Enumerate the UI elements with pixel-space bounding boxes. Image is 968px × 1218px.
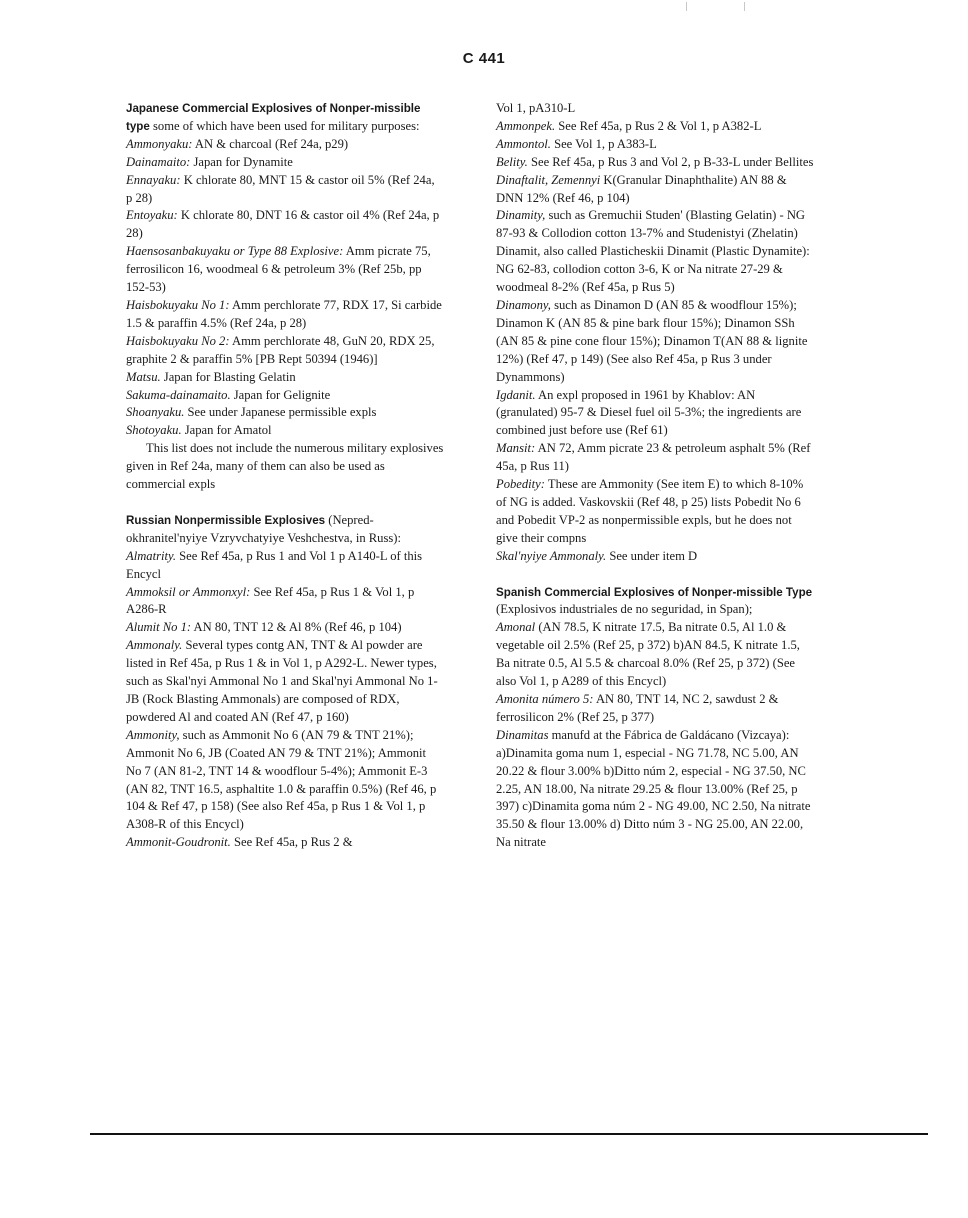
entry xyxy=(126,422,444,440)
entry-term: Mansit: xyxy=(496,441,536,456)
entry-term: Matsu. xyxy=(126,369,161,384)
entry xyxy=(496,154,816,172)
entry xyxy=(496,118,816,136)
entry-term: Ammonaly. xyxy=(126,638,183,653)
entry xyxy=(126,369,444,387)
entry-text: See Ref 45a, p Rus 1 and Vol 1 p A140-L of this Encycl xyxy=(126,548,423,581)
entry xyxy=(126,727,444,834)
entry-text: (AN 78.5, K nitrate 17.5, Ba nitrate 0.5, Al 1.0 & vegetable oil 2.5% (Ref 25, p 372) b)AN 84.5, K nitrate 1.5, Ba nitrate 0.5, Al 5.5 & charcoal 8.0% (Ref 25, p 372) (See also Vol 1, p A289 of this Encycl) xyxy=(496,620,800,689)
continued-reference: Vol 1, pA310-L xyxy=(496,101,576,115)
spanish-section-heading: Spanish Commercial Explosives of Nonper-missible Type xyxy=(496,585,813,599)
russian-section-heading: Russian Nonpermissible Explosives xyxy=(126,513,326,527)
left-column xyxy=(126,100,444,852)
entry-term: Haensosanbakuyaku or Type 88 Explosive: xyxy=(126,244,344,259)
page-number: C 441 xyxy=(462,50,506,67)
entry-text: such as Gremuchii Studen' (Blasting Gelatin) - NG 87-93 & Collodion cotton 13-7% and Studenistyi (Zhelatin) Dinamit, also called Plasticheskii Dinamit (Plastic Dynamite): NG 62-83, collodion cotton 3-6, K or Na nitrate 27-29 & woodmeal 8-2% (Ref 45a, p Rus 5) xyxy=(496,208,810,295)
entry-text: K chlorate 80, DNT 16 & castor oil 4% (Ref 24a, p 28) xyxy=(126,208,440,241)
entry-term: Ammoksil or Ammonxyl: xyxy=(126,584,251,599)
entry-text: AN 80, TNT 14, NC 2, sawdust 2 & ferrosilicon 2% (Ref 25, p 377) xyxy=(496,692,779,724)
entry-term: Dinamitas xyxy=(496,727,549,742)
footer-rule xyxy=(90,1133,928,1135)
entry-term: Alumit No 1: xyxy=(126,620,192,635)
entry-term: Ennayaku: xyxy=(126,172,181,187)
entry-term: Haisbokuyaku No 2: xyxy=(126,333,230,348)
entry xyxy=(496,476,816,548)
entry xyxy=(496,172,816,208)
entry-text: AN & charcoal (Ref 24a, p29) xyxy=(192,136,349,151)
entry-text: AN 80, TNT 12 & Al 8% (Ref 46, p 104) xyxy=(191,620,402,635)
entry-text: See under Japanese permissible expls xyxy=(184,405,377,420)
entry xyxy=(126,637,444,727)
russian-section-intro-text: (Nepred-okhranitel'nyiye Vzryvchatyiye Veshchestva, in Russ): xyxy=(126,512,401,545)
scan-tick-mark xyxy=(686,2,687,11)
entry-term: Amonita número 5: xyxy=(496,692,594,706)
right-column xyxy=(496,100,816,852)
japanese-section-intro xyxy=(126,100,444,136)
spanish-section-intro xyxy=(496,584,816,620)
entry-term: Shotoyaku. xyxy=(126,423,182,438)
entry-text: See under item D xyxy=(606,548,698,563)
entry-text: Amm perchlorate 77, RDX 17, Si carbide 1.5 & paraffin 4.5% (Ref 24a, p 28) xyxy=(126,297,442,330)
entry xyxy=(126,333,444,369)
entry-term: Sakuma-dainamaito. xyxy=(126,387,231,402)
entry xyxy=(496,691,816,727)
entry-term: Dinamity, xyxy=(496,208,546,223)
entry xyxy=(126,154,444,172)
entry-term: Ammonity, xyxy=(126,727,180,742)
entry xyxy=(126,136,444,154)
entry-term: Haisbokuyaku No 1: xyxy=(126,297,230,312)
spanish-section-intro-text: (Explosivos industriales de no seguridad, in Span); xyxy=(496,602,753,617)
entry-text: These are Ammonity (See item E) to which 8-10% of NG is added. Vaskovskii (Ref 48, p 25) lists Pobedit No 6 and Pobedit VP-2 as nonpermissible expls, but he does not give their compns xyxy=(496,477,804,545)
entry-term: Almatrity. xyxy=(126,548,177,563)
russian-section-intro xyxy=(126,512,444,548)
entry xyxy=(126,297,444,333)
entry-term: Ammonit-Goudronit. xyxy=(126,835,231,850)
entry-text: K chlorate 80, MNT 15 & castor oil 5% (Ref 24a, p 28) xyxy=(126,172,435,205)
entry xyxy=(496,548,816,566)
entry xyxy=(496,619,816,691)
entry-term: Amonal xyxy=(496,620,536,635)
entry-text: Japan for Dynamite xyxy=(190,154,293,169)
entry xyxy=(126,172,444,208)
entry-term: Ammonyaku: xyxy=(126,136,193,151)
entry-term: Dinamony, xyxy=(496,297,551,312)
entry xyxy=(496,387,816,441)
entry xyxy=(496,136,816,154)
entry-text: Japan for Amatol xyxy=(181,423,272,438)
entry-term: Shoanyaku. xyxy=(126,405,185,420)
entry-term: Ammonpek. xyxy=(496,118,556,133)
entry xyxy=(496,440,816,476)
entry-text: Several types contg AN, TNT & Al powder are listed in Ref 45a, p Rus 1 & in Vol 1, p A292-L. Newer types, such as Skal'nyi Ammonal No 1 and Skal'nyi Ammonal No 1-JB (Rock Blasting Ammonals) are composed of RDX, powdered Al and coated AN (Ref 47, p 160) xyxy=(126,638,438,724)
entry-text: AN 72, Amm picrate 23 & petroleum asphalt 5% (Ref 45a, p Rus 11) xyxy=(496,441,811,474)
entry-text: Amm perchlorate 48, GuN 20, RDX 25, graphite 2 & paraffin 5% [PB Rept 50394 (1946)] xyxy=(126,333,435,366)
entry-text: Japan for Blasting Gelatin xyxy=(160,369,296,384)
entry-text: See Vol 1, p A383-L xyxy=(550,136,657,151)
entry-term: Belity. xyxy=(496,154,528,169)
entry-term: Igdanit. xyxy=(496,387,536,402)
entry-text: See Ref 45a, p Rus 3 and Vol 2, p B-33-L under Bellites xyxy=(527,154,814,169)
entry-term: Dinaftalit, Zemennyi xyxy=(496,172,601,187)
entry xyxy=(126,584,444,620)
scan-tick-mark xyxy=(744,2,745,11)
entry-text: See Ref 45a, p Rus 1 & Vol 1, p A286-R xyxy=(126,584,415,617)
entry xyxy=(496,207,816,297)
entry-text: See Ref 45a, p Rus 2 & Vol 1, p A382-L xyxy=(555,118,762,133)
entry xyxy=(126,548,444,584)
entry xyxy=(126,207,444,243)
entry-text: manufd at the Fábrica de Galdácano (Vizcaya): a)Dinamita goma num 1, especial - NG 71.78, NC 5.00, AN 20.22 & flour 3.00% b)Ditto núm 2, especial - NG 37.50, NC 2.25, AN 18.00, Na nitrate 29.25 & flour 13.00% (Ref 25, p 397) c)Dinamita goma núm 2 - NG 49.00, NC 2.50, Na nitrate 35.50 & flour 13.00% d) Ditto núm 3 - NG 25.00, AN 22.00, Na nitrate xyxy=(496,727,811,850)
entry-term: Dainamaito: xyxy=(126,154,191,169)
entry-text: such as Ammonit No 6 (AN 79 & TNT 21%); Ammonit No 6, JB (Coated AN 79 & TNT 21%); Ammonit No 7 (AN 81-2, TNT 14 & woodflour 5-4%); Ammonit E-3 (AN 82, TNT 16.5, asphaltite 1.0 & paraffin 0.5%) (Ref 46, p 104 & Ref 47, p 158) (See also Ref 45a, p Rus 1 & Vol 1, p A308-R of this Encycl) xyxy=(126,727,437,832)
entry-text: An expl proposed in 1961 by Khablov: AN (granulated) 95-7 & Diesel fuel oil 5-3%; the ingredients are combined just before use (Ref 61) xyxy=(496,387,802,438)
entry xyxy=(126,404,444,422)
entry xyxy=(126,619,444,637)
entry-term: Pobedity: xyxy=(496,477,545,492)
entry xyxy=(126,834,444,852)
entry-text: Amm picrate 75, ferrosilicon 16, woodmeal 6 & petroleum 3% (Ref 25b, pp 152-53) xyxy=(126,244,431,295)
japanese-list-note: This list does not include the numerous military explosives given in Ref 24a, many of them can also be used as commercial expls xyxy=(126,441,444,492)
entry xyxy=(496,727,816,852)
entry-text: Japan for Gelignite xyxy=(230,387,331,402)
entry xyxy=(126,243,444,297)
japanese-section-heading: Japanese Commercial Explosives of Nonper-missible type xyxy=(126,102,421,133)
japanese-section-intro-text: some of which have been used for military purposes: xyxy=(149,118,420,133)
entry-term: Entoyaku: xyxy=(126,208,178,223)
entry xyxy=(496,297,816,387)
entry-text: K(Granular Dinaphthalite) AN 88 & DNN 12% (Ref 46, p 104) xyxy=(496,172,787,205)
entry-term: Ammontol. xyxy=(496,136,551,151)
entry xyxy=(126,387,444,405)
entry-term: Skal'nyiye Ammonaly. xyxy=(496,548,607,563)
entry-text: See Ref 45a, p Rus 2 & xyxy=(230,835,353,850)
entry-text: such as Dinamon D (AN 85 & woodflour 15%); Dinamon K (AN 85 & pine bark flour 15%); Dinamon SSh (AN 85 & pine cone flour 15%); Dinamon T(AN 88 & lignite 12%) (Ref 47, p 149) (See also Ref 45a, p Rus 3 under Dynammons) xyxy=(496,297,808,384)
